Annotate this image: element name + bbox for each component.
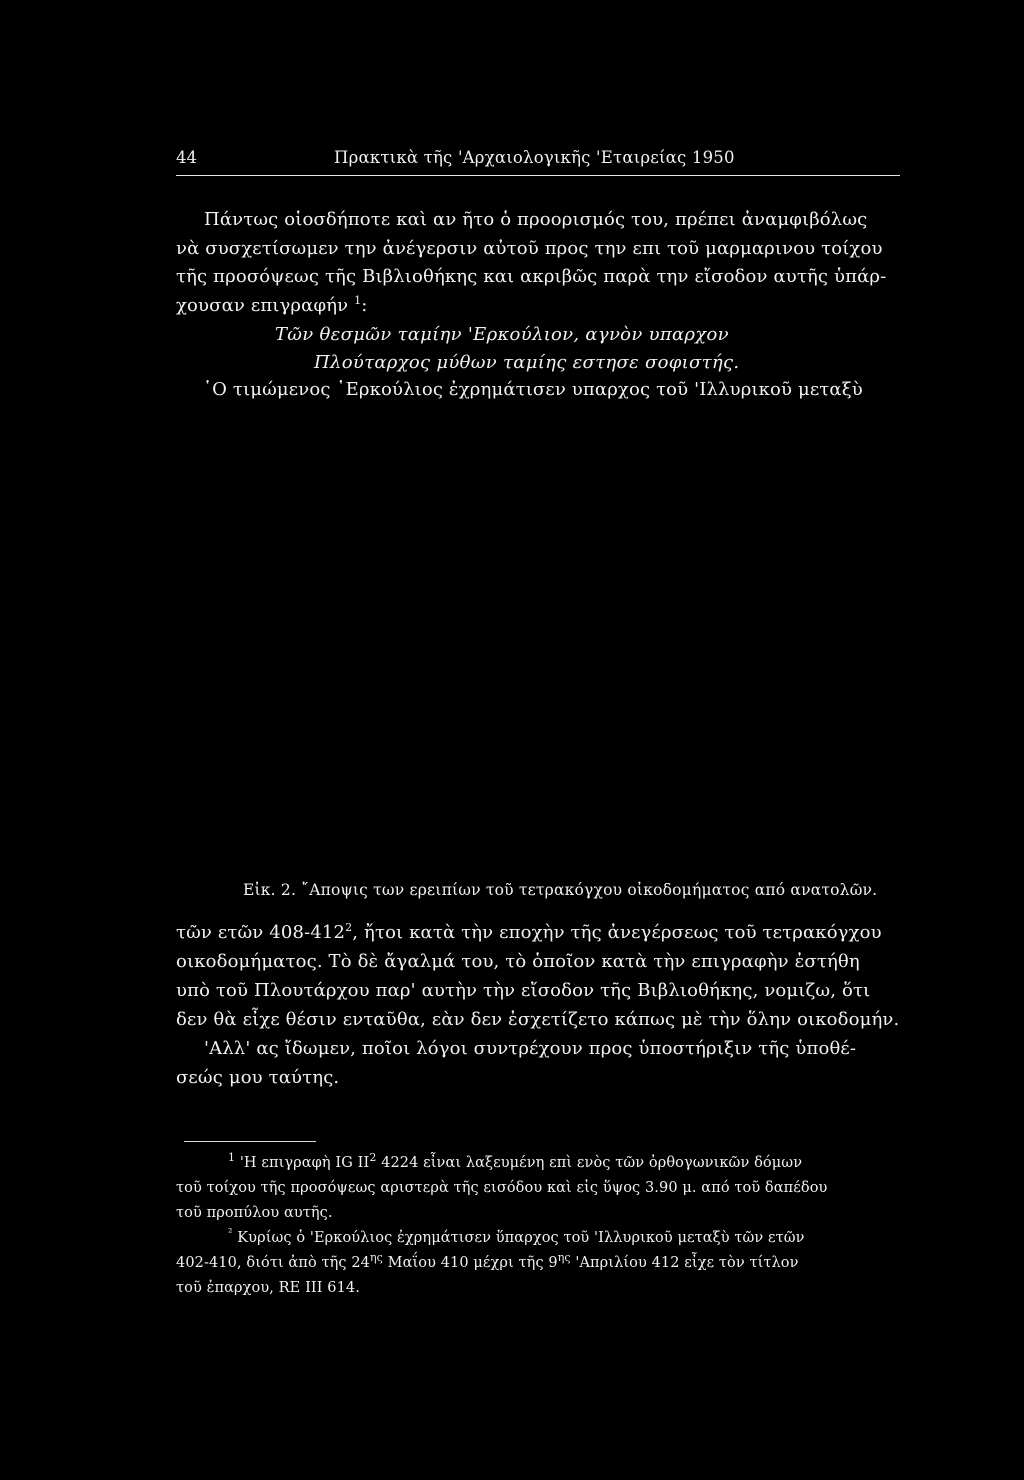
paragraph-line [204,211,900,229]
paragraph-line [176,953,900,971]
superscript: 2 [369,1151,377,1165]
paragraph-line [176,294,368,316]
text-span: 402-410, διότι ἀπὸ τῆς 24 [176,1255,370,1271]
text-span: Τῶν θεσμῶν ταμίην 'Ερκούλιον, αγνὸν υπαρχον [275,324,729,345]
text-span: 'Απριλίου 412 εἶχε τὸν τίτλον [570,1255,799,1271]
footnote-mark: ² [228,1226,233,1240]
text-span: 'Η επιγραφὴ IG II [239,1155,370,1171]
paragraph-line [203,381,900,399]
inscription-line [314,354,739,372]
paragraph-line [176,268,900,286]
text-span: οικοδομήματος. Τὸ δὲ ἄγαλμά του, τὸ ὁποῖον κατὰ τὴν επιγραφὴν ἐστήθη [176,951,860,972]
text-span: σεώς μου ταύτης. [176,1067,340,1088]
paragraph-line [176,240,900,258]
footnote-1 [228,1151,803,1171]
text-span: 'Αλλ' ας ἴδωμεν, ποῖοι λόγοι συντρέχουν προς ὑποστήριξιν τῆς ὑποθέ- [204,1038,857,1059]
text-span: Εἰκ. 2. ῎Αποψις των ερειπίων τοῦ τετρακόγχου οἰκοδομήματος από ανατολῶν. [243,881,878,899]
page-number: 44 [176,148,197,167]
text-span: , ἤτοι κατὰ τὴν εποχὴν τῆς ἀνεγέρσεως τοῦ τετρακόγχου [352,922,882,943]
footnote-1-line [176,1181,827,1196]
paragraph-line [176,921,900,943]
text-span: τοῦ τοίχου τῆς προσόψεως αριστερὰ τῆς εισόδου καὶ εἰς ὕψος 3.90 μ. από τοῦ δαπέδου [176,1180,828,1196]
text-span: : [361,295,368,316]
text-span: νὰ συσχετίσωμεν την ἀνέγερσιν αὐτοῦ προς την επι τοῦ μαρμαρινου τοίχου [176,238,883,259]
footnote-ref[interactable]: 1 [354,294,362,307]
paragraph-line [204,1040,900,1058]
text-span: Κυρίως ὁ 'Ερκούλιος ἐχρημάτισεν ὕπαρχος τοῦ 'Ιλλυρικοῦ μεταξὺ τῶν ετῶν [237,1230,805,1246]
text-span: τῆς προσόψεως τῆς Βιβλιοθήκης και ακριβῶς παρὰ την εἴσοδον αυτῆς ὑπάρ- [176,266,887,287]
text-span: χουσαν επιγραφήν [176,295,349,316]
paragraph-line [176,982,900,1000]
text-span: υπὸ τοῦ Πλουτάρχου παρ' αυτὴν τὴν εἴσοδον τῆς Βιβλιοθήκης, νομιζω, ὅτι [176,980,871,1001]
footnote-ref[interactable]: 2 [345,921,353,934]
footnote-2 [228,1226,805,1246]
figure-caption [243,883,877,899]
running-header [176,148,900,176]
text-span: δεν θὰ εἶχε θέσιν ενταῦθα, εὰν δεν ἐσχετίζετο κάπως μὲ τὴν ὅλην οικοδομήν. [176,1009,900,1030]
text-span: Πλούταρχος μύθων ταμίης εστησε σοφιστής. [314,352,740,373]
figure-image [176,428,900,868]
paragraph-line [176,1069,339,1087]
text-span: τοῦ ἐπαρχου, RE III 614. [176,1280,360,1296]
inscription-line [275,326,729,344]
superscript: ης [557,1251,571,1265]
text-span: τοῦ προπύλου αυτῆς. [176,1205,333,1221]
text-span: Πάντως οἱοσδήποτε καὶ αν ῆτο ὁ προορισμός του, πρέπει ἀναμφιβόλως [204,209,868,230]
footnote-2-line [176,1281,360,1296]
text-span: 4224 εἶναι λαξευμένη επὶ ενὸς τῶν ὀρθογωνικῶν δόμων [376,1155,803,1171]
footnote-mark: 1 [228,1151,236,1165]
footnote-2-line [176,1251,799,1271]
paragraph-line [176,1011,900,1029]
text-span: Μαΐου 410 μέχρι τῆς 9 [382,1255,558,1271]
footnote-1-line [176,1206,333,1221]
footnote-divider [184,1141,316,1142]
running-title: Πρακτικὰ τῆς 'Αρχαιολογικῆς 'Εταιρείας 1950 [334,148,735,167]
text-span: τῶν ετῶν 408-412 [176,922,346,943]
text-span: ῾Ο τιμώμενος ῾Ερκούλιος ἐχρημάτισεν υπαρχος τοῦ 'Ιλλυρικοῦ μεταξὺ [203,379,863,400]
superscript: ης [369,1251,383,1265]
